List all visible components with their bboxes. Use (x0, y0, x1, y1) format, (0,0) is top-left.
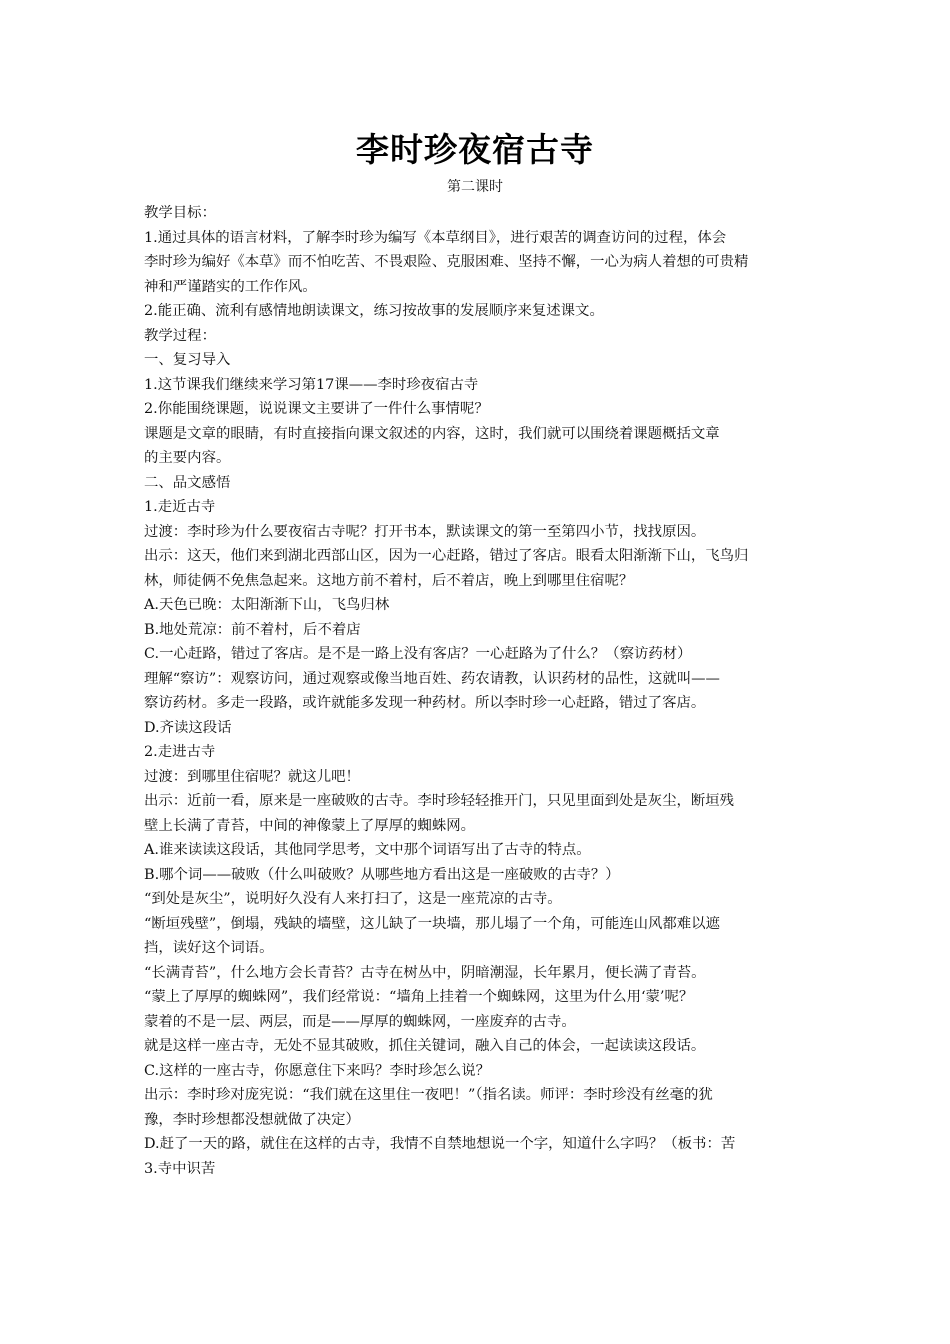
document-title: 李时珍夜宿古寺 (356, 130, 594, 169)
text-line: 3.寺中识苦 (144, 1160, 216, 1177)
text-line: 2.走进古寺 (144, 744, 216, 760)
text-line: 2.能正确、流利有感情地朗读课文，练习按故事的发展顺序来复述课文。 (144, 303, 604, 319)
text-line: 就是这样一座古寺，无处不显其破败，抓住关键词，融入自己的体会，一起读读这段话。 (144, 1038, 706, 1054)
text-line: 挡，读好这个词语。 (144, 940, 274, 956)
text-line: 壁上长满了青苔，中间的神像蒙上了厚厚的蜘蛛网。 (144, 817, 475, 834)
text-line: C.一心赶路，错过了客店。是不是一路上没有客店？一心赶路为了什么？（察访药材） (144, 646, 692, 662)
text-line: “到处是灰尘”，说明好久没有人来打扫了，这是一座荒凉的古寺。 (144, 891, 562, 907)
text-line: A.天色已晚：太阳渐渐下山，飞鸟归林 (144, 597, 390, 613)
text-line: 神和严谨踏实的工作作风。 (144, 278, 317, 295)
text-line: 出示：近前一看，原来是一座破败的古寺。李时珍轻轻推开门，只见里面到处是灰尘，断垣残 (144, 793, 735, 809)
text-line: 教学目标： (144, 205, 216, 221)
text-line: 课题是文章的眼睛，有时直接指向课文叙述的内容，这时，我们就可以围绕着课题概括文章 (144, 425, 720, 442)
text-line: 教学过程： (144, 327, 216, 344)
text-line: 的主要内容。 (144, 450, 231, 466)
text-line: “长满青苔”，什么地方会长青苔？古寺在树丛中，阴暗潮湿，长年累月，便长满了青苔。 (144, 964, 706, 981)
text-line: 豫，李时珍想都没想就做了决定） (144, 1111, 360, 1128)
text-line: 二、品文感悟 (144, 474, 231, 491)
text-line: 2.你能围绕课题，说说课文主要讲了一件什么事情呢？ (144, 401, 489, 417)
text-line: 蒙着的不是一层、两层，而是——厚厚的蜘蛛网，一座废弃的古寺。 (144, 1013, 576, 1030)
text-line: 察访药材。多走一段路，或许就能多发现一种药材。所以李时珍一心赶路，错过了客店。 (144, 695, 706, 711)
text-line: “断垣残壁”，倒塌，残缺的墙壁，这儿缺了一块墙，那儿塌了一个角，可能连山风都难以遮 (144, 915, 720, 932)
text-line: “蒙上了厚厚的蜘蛛网”，我们经常说：“墙角上挂着一个蜘蛛网，这里为什么用‘蒙’呢？ (144, 989, 694, 1005)
text-line: 李时珍为编好《本草》而不怕吃苦、不畏艰险、克服困难、坚持不懈，一心为病人着想的可贵精 (144, 254, 749, 270)
text-line: 过渡：李时珍为什么要夜宿古寺呢？打开书本，默读课文的第一至第四小节，找找原因。 (144, 523, 706, 540)
text-line: 林，师徒俩不免焦急起来。这地方前不着村，后不着店，晚上到哪里住宿呢？ (144, 572, 634, 589)
text-line: D.赶了一天的路，就住在这样的古寺，我情不自禁地想说一个字，知道什么字吗？（板书：苦 (144, 1136, 736, 1152)
document-body (144, 201, 812, 1181)
text-line: 1.走近古寺 (144, 499, 216, 515)
text-line: 过渡：到哪里住宿呢？就这儿吧！ (144, 768, 360, 785)
text-line: B.地处荒凉：前不着村，后不着店 (144, 621, 361, 638)
text-line: D.齐读这段话 (144, 719, 232, 736)
text-line: 理解“察访”：观察访问，通过观察或像当地百姓、药农请教，认识药材的品性，这就叫—— (144, 670, 720, 687)
text-line: 一、复习导入 (144, 352, 231, 368)
text-line: A.谁来读读这段话，其他同学思考，文中那个词语写出了古寺的特点。 (144, 842, 591, 858)
text-line: 1.这节课我们继续来学习第17课——李时珍夜宿古寺 (144, 376, 479, 393)
document-subtitle: 第二课时 (447, 179, 503, 195)
text-line: B.哪个词——破败（什么叫破败？从哪些地方看出这是一座破败的古寺？） (144, 866, 620, 883)
text-line: 1.通过具体的语言材料，了解李时珍为编写《本草纲目》，进行艰苦的调查访问的过程，体会 (144, 229, 727, 246)
text-line: 出示：李时珍对庞宪说：“我们就在这里住一夜吧！”（指名读。师评：李时珍没有丝毫的犹 (144, 1087, 713, 1103)
text-line: 出示：这天，他们来到湖北西部山区，因为一心赶路，错过了客店。眼看太阳渐渐下山，飞鸟归 (144, 548, 749, 564)
text-line: C.这样的一座古寺，你愿意住下来吗？李时珍怎么说？ (144, 1062, 491, 1079)
